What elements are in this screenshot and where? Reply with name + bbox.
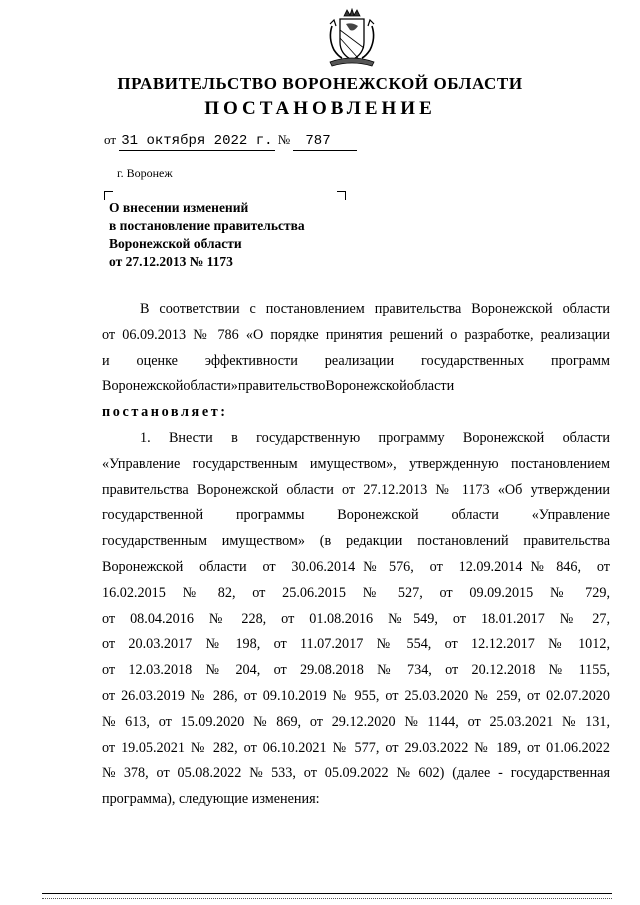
line-text: от 20.03.2017 № 198, от 11.07.2017 № 554, от 12.12.2017 № 1012, [102,636,610,653]
coat-of-arms-icon [324,8,380,70]
line-word: государственных [421,352,525,369]
text-line [102,658,610,684]
line-text: от 08.04.2016 № 228, от 01.08.2016 № 549, от 18.01.2017 № 27, [102,610,610,627]
subject-line: от 27.12.2013 № 1173 [109,254,233,269]
line-word: Воронежской [325,378,407,395]
date-prefix: от [104,132,117,147]
line-text: программа), следующие изменения: [102,791,320,808]
text-line [102,736,610,762]
text-line [102,478,610,504]
bottom-rule-dotted [42,898,612,899]
text-line [102,555,610,581]
line-text: В соответствии с постановлением правительства Воронежской области [140,301,610,317]
line-word: Воронежской [102,378,184,395]
line-word: и [102,352,110,369]
line-word: правительство [237,378,326,395]
line-text: № 613, от 15.09.2020 № 869, от 29.12.2020 № 1144, от 25.03.2021 № 131, [102,713,610,730]
line-text: 1. Внести в государственную программу Воронежской области [140,429,610,446]
text-line [102,529,610,555]
text-line [102,349,610,375]
text-line [102,452,610,478]
line-word: области» [183,378,238,395]
text-line [102,323,610,349]
document-date: 31 октября 2022 г. [121,133,273,149]
document-subject [109,199,305,271]
line-word: эффективности [204,352,298,369]
text-line [102,710,610,736]
line-text: от 19.05.2021 № 282, от 06.10.2021 № 577, от 29.03.2022 № 189, от 01.06.2022 [102,739,610,756]
subject-line: в постановление правительства [109,218,305,233]
subject-line: О внесении изменений [109,200,249,215]
line-text: правительства Воронежской области от 27.12.2013 № 1173 «Об утверждении [102,481,610,498]
line-word: Воронежской [337,507,419,524]
text-line [102,503,610,529]
text-line [102,581,610,607]
text-line [102,761,610,787]
line-text: № 378, от 05.08.2022 № 533, от 05.09.2022 № 602) (далее - государственная [102,765,610,782]
line-text: от 26.03.2019 № 286, от 09.10.2019 № 955, от 25.03.2020 № 259, от 02.07.2020 [102,687,610,704]
text-line [102,426,610,452]
document-type: ПОСТАНОВЛЕНИЕ [204,98,436,119]
line-word: оценке [136,352,178,369]
resolves-word: постановляет: [102,404,228,421]
line-word: программ [551,352,610,369]
text-line [102,607,610,633]
preamble [102,297,610,400]
line-text: «Управление государственным имуществом», утвержденную постановлением [102,455,610,472]
line-text: государственным имуществом» (в редакции постановлений правительства [102,533,610,550]
text-line [102,374,610,400]
item-1 [102,426,610,813]
line-text: от 12.03.2018 № 204, от 29.08.2018 № 734, от 20.12.2018 № 1155, [102,662,610,679]
line-word: «Управление [531,507,610,524]
city: г. Воронеж [117,166,173,180]
document-number: 787 [293,133,357,151]
text-line [102,297,610,323]
resolves-line [102,400,610,426]
line-word: области [451,507,499,524]
line-word: области [406,378,455,395]
text-line [102,632,610,658]
date-number-line [104,132,357,151]
bottom-rule [42,893,612,894]
text-line [102,684,610,710]
subject-corner-right [337,191,346,200]
line-text: от 06.09.2013 № 786 «О порядке принятия решений о разработке, реализации [102,326,610,343]
government-title: ПРАВИТЕЛЬСТВО ВОРОНЕЖСКОЙ ОБЛАСТИ [117,74,523,93]
text-line [102,787,610,813]
line-word: программы [235,507,305,524]
line-text: 16.02.2015 № 82, от 25.06.2015 № 527, от 09.09.2015 № 729, [102,584,610,601]
document-body [102,297,610,813]
line-word: государственной [102,507,204,524]
number-prefix: № [277,132,291,147]
subject-line: Воронежской области [109,236,242,251]
line-word: реализации [324,352,395,369]
line-text: Воронежской области от 30.06.2014 № 576, от 12.09.2014 № 846, от [102,558,610,575]
